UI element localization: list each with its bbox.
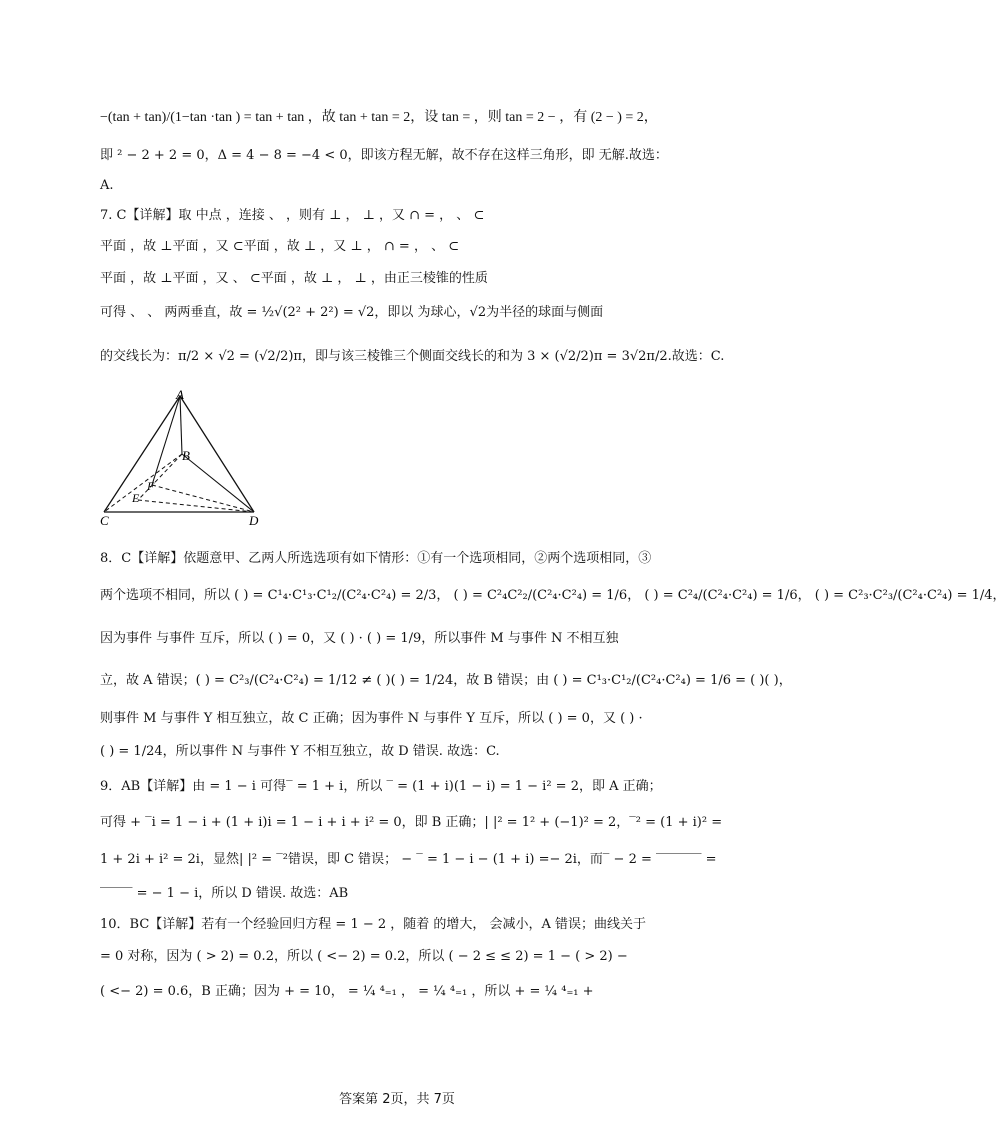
page-footer: 答案第 2页，共 7页: [339, 1092, 455, 1107]
text-line-13: 则事件 M 与事件 Y 相互独立，故 C 正确；因为事件 N 与事件 Y 互斥，所以 ( ) = 0，又 ( ) ·: [100, 711, 643, 726]
label-f: F: [147, 479, 155, 493]
text-line-5: 平面 ，故 ⊥平面 ，又 ⊂平面 ，故 ⊥ ，又 ⊥ ， ∩ = ， 、 ⊂: [100, 239, 460, 254]
text-line-4: 7. C【详解】取 中点 ，连接 、 ，则有 ⊥ ， ⊥ ，又 ∩ = ， 、 ⊂: [100, 208, 485, 223]
edge-ed: [138, 500, 254, 512]
text-line-2: 即 ² − 2 + 2 = 0，Δ = 4 − 8 = −4 < 0，即该方程无解，故不存在这样三角形，即 无解.故选：: [100, 148, 668, 163]
text-line-10: 两个选项不相同，所以 ( ) = C¹₄·C¹₃·C¹₂/(C²₄·C²₄) = 2/3， ( ) = C²₄C²₂/(C²₄·C²₄) = 1/6， ( ) = C²₄/(C²₄·C²₄) = 1/6， ( ) = C²₃·C²₃/(C²₄·C²₄) = 1/4，: [100, 588, 1006, 603]
label-b: B: [182, 448, 190, 463]
edge-af: [152, 396, 180, 485]
edge-bd: [182, 454, 254, 512]
text-line-11: 因为事件 与事件 互斥，所以 ( ) = 0，又 ( ) · ( ) = 1/9，所以事件 M 与事件 N 不相互独: [100, 631, 619, 646]
text-line-8: 的交线长为：π/2 × √2 = (√2/2)π，即与该三棱锥三个侧面交线长的和为 3 × (√2/2)π = 3√2π/2.故选：C.: [100, 349, 725, 364]
text-line-16: 可得 + ‾i = 1 − i + (1 + i)i = 1 − i + i + i² = 0，即 B 正确；| |² = 1² + (−1)² = 2，‾² = (1 + i)² =: [100, 815, 723, 830]
text-line-18: ‾‾‾‾‾ = − 1 − i，所以 D 错误. 故选：AB: [100, 886, 349, 901]
edge-ab: [180, 396, 182, 454]
text-line-1: −(tan + tan)/(1−tan ·tan ) = tan + tan ，故 tan + tan = 2，设 tan = ，则 tan = 2 − ，有 (2 − ) = 2，: [100, 110, 658, 125]
edge-ac: [104, 396, 180, 512]
label-e: E: [132, 491, 140, 505]
text-line-15: 9．AB【详解】由 = 1 − i 可得‾ = 1 + i，所以 ‾ = (1 + i)(1 − i) = 1 − i² = 2，即 A 正确；: [100, 779, 662, 794]
text-line-7: 可得 、 、 两两垂直，故 = ½√(2² + 2²) = √2，即以 为球心，√2为半径的球面与侧面: [100, 305, 604, 320]
text-line-17: 1 + 2i + i² = 2i，显然| |² = ‾²错误，即 C 错误； − ‾ = 1 − i − (1 + i) =− 2i，而‾ − 2 = ‾‾‾‾‾‾‾ =: [100, 852, 717, 867]
label-c: C: [100, 513, 109, 528]
label-a: A: [176, 387, 184, 402]
text-line-19: 10．BC【详解】若有一个经验回归方程 = 1 − 2 ，随着 的增大， 会减小，A 错误；曲线关于: [100, 917, 647, 932]
label-d: D: [249, 513, 259, 528]
text-line-12: 立，故 A 错误；( ) = C²₃/(C²₄·C²₄) = 1/12 ≠ ( )( ) = 1/24，故 B 错误；由 ( ) = C¹₃·C¹₂/(C²₄·C²₄) = 1/6 = ( )( )，: [100, 673, 792, 688]
tetrahedron-figure: [98, 388, 268, 528]
edge-ad: [180, 396, 254, 512]
text-line-14: ( ) = 1/24，所以事件 N 与事件 Y 不相互独立，故 D 错误. 故选：C.: [100, 744, 500, 759]
text-line-9: 8．C【详解】依题意甲、乙两人所选选项有如下情形：①有一个选项相同，②两个选项相同，③: [100, 551, 652, 566]
text-line-3: A.: [100, 178, 114, 193]
text-line-20: = 0 对称，因为 ( > 2) = 0.2，所以 ( <− 2) = 0.2，所以 ( − 2 ≤ ≤ 2) = 1 − ( > 2) −: [100, 949, 628, 964]
edge-bc: [104, 454, 182, 512]
text-line-6: 平面 ，故 ⊥平面 ，又 、 ⊂平面 ，故 ⊥ ， ⊥ ，由正三棱锥的性质: [100, 271, 488, 286]
text-line-21: ( <− 2) = 0.6，B 正确；因为 + = 10， = ¼ ⁴₌₁ ， = ¼ ⁴₌₁ ，所以 + = ¼ ⁴₌₁ +: [100, 984, 594, 999]
